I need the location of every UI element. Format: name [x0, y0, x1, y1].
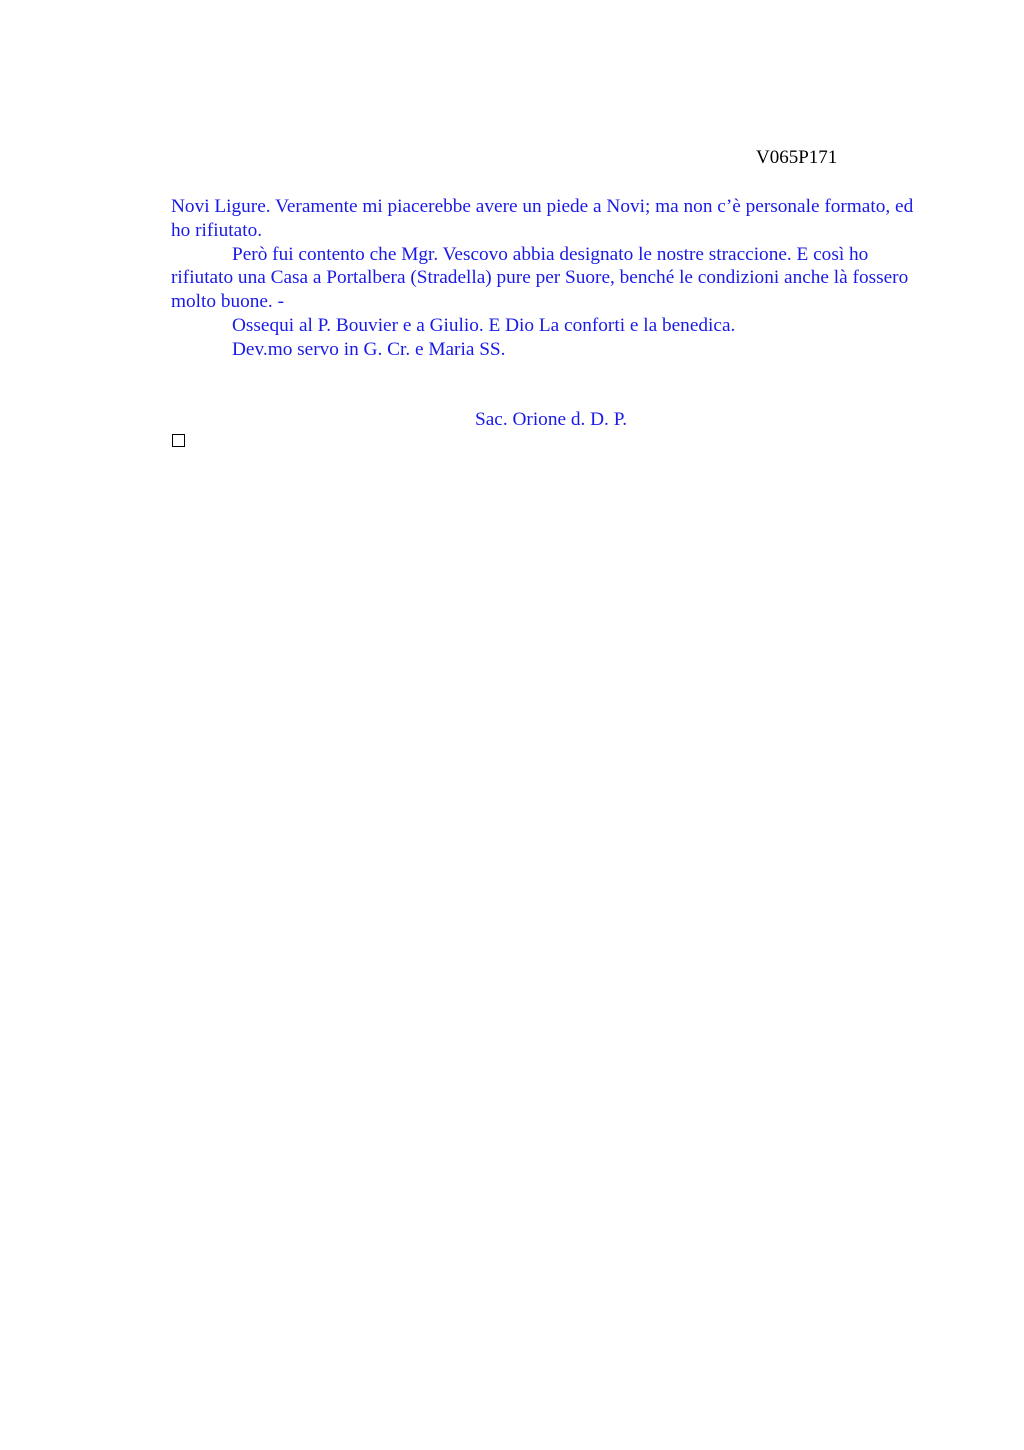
paragraph-greetings: Ossequi al P. Bouvier e a Giulio. E Dio La conforti e la benedica.	[232, 314, 736, 336]
signature: Sac. Orione d. D. P.	[475, 409, 628, 430]
paragraph-closing: Dev.mo servo in G. Cr. e Maria SS.	[232, 338, 506, 360]
page-code: V065P171	[756, 147, 838, 168]
paragraph-refusal: Però fui contento che Mgr. Vescovo abbia designato le nostre straccione. E così ho rifiutato una Casa a Portalbera (Stradella) pure per Suore, benché le condizioni anche là fossero molto buone. -	[171, 243, 909, 313]
empty-square-icon	[172, 434, 185, 447]
letter-body	[171, 195, 931, 362]
paragraph-opening: Novi Ligure. Veramente mi piacerebbe avere un piede a Novi; ma non c’è personale formato, ed ho rifiutato.	[171, 196, 914, 241]
